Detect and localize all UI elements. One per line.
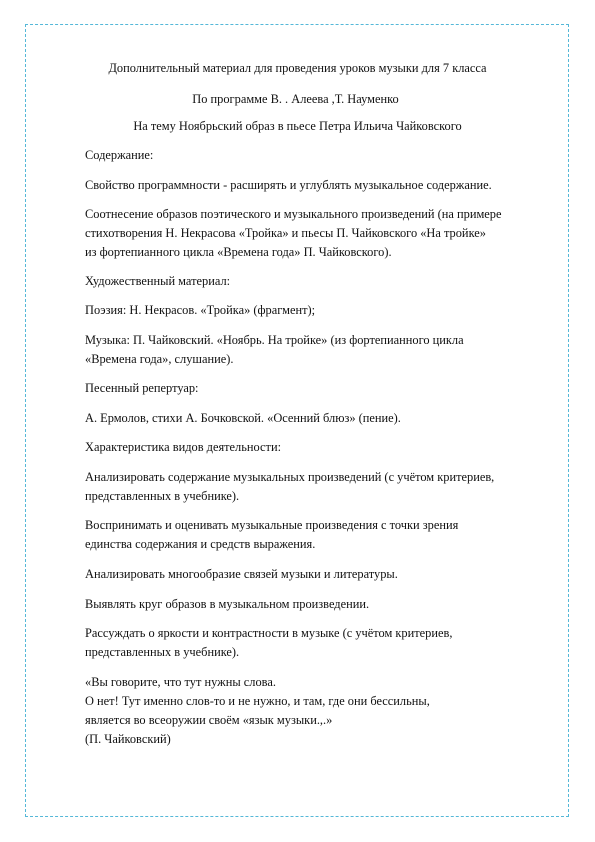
content-paragraph-2-line-3: из фортепианного цикла «Времена года» П. Чайковского). [85, 245, 392, 259]
content-paragraph-2-line-2: стихотворения Н. Некрасова «Тройка» и пьесы П. Чайковского «На тройке» [85, 226, 486, 240]
quote-line-1: «Вы говорите, что тут нужны слова. [85, 675, 276, 689]
activity-4: Выявлять круг образов в музыкальном произведении. [85, 597, 370, 611]
activity-5-line-2: представленных в учебнике). [85, 645, 240, 659]
header-line-1: Дополнительный материал для проведения уроков музыки для 7 класса [108, 61, 487, 75]
quote-line-3: является во всеоружии своём «язык музыки.,.» [85, 713, 333, 727]
activities-heading: Характеристика видов деятельности: [85, 440, 282, 454]
music-line-2: «Времена года», слушание). [85, 352, 234, 366]
header-line-2: По программе В. . Алеева ,Т. Науменко [192, 92, 399, 106]
activity-2-line-2: единства содержания и средств выражения. [85, 537, 316, 551]
music-line-1: Музыка: П. Чайковский. «Ноябрь. На тройке» (из фортепианного цикла [85, 333, 464, 347]
poetry-line: Поэзия: Н. Некрасов. «Тройка» (фрагмент); [85, 303, 316, 317]
content-paragraph-2-line-1: Соотнесение образов поэтического и музыкального произведений (на примере [85, 207, 502, 221]
quote-line-2: О нет! Тут именно слов-то и не нужно, и там, где они бессильны, [85, 694, 430, 708]
song-heading: Песенный репертуар: [85, 381, 199, 395]
activity-3: Анализировать многообразие связей музыки и литературы. [85, 567, 398, 581]
activity-5-line-1: Рассуждать о яркости и контрастности в музыке (с учётом критериев, [85, 626, 453, 640]
header-line-3: На тему Ноябрьский образ в пьесе Петра Ильича Чайковского [133, 119, 462, 133]
activity-1-line-2: представленных в учебнике). [85, 489, 240, 503]
content-heading: Содержание: [85, 148, 154, 162]
activity-2-line-1: Воспринимать и оценивать музыкальные произведения с точки зрения [85, 518, 459, 532]
content-paragraph-1: Свойство программности - расширять и углублять музыкальное содержание. [85, 178, 492, 192]
material-heading: Художественный материал: [85, 274, 231, 288]
quote-author: (П. Чайковский) [85, 732, 171, 746]
activity-1-line-1: Анализировать содержание музыкальных произведений (с учётом критериев, [85, 470, 495, 484]
song-item: А. Ермолов, стихи А. Бочковской. «Осенний блюз» (пение). [85, 411, 401, 425]
